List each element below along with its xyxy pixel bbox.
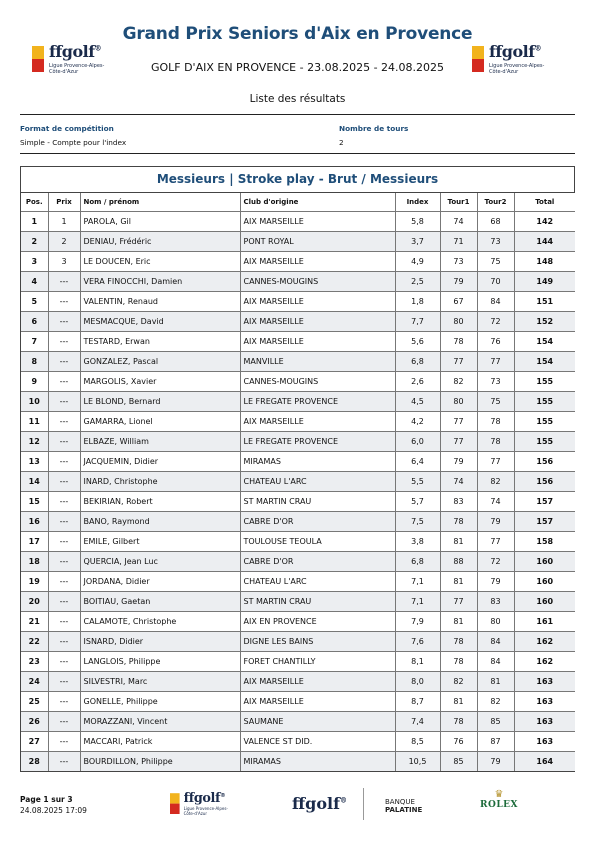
cell-index: 5,8 (395, 212, 440, 232)
cell-tour2: 75 (477, 252, 514, 272)
cell-pos: 11 (21, 412, 48, 432)
cell-club: AIX MARSEILLE (240, 292, 395, 312)
cell-prix: --- (48, 532, 80, 552)
cell-index: 7,6 (395, 632, 440, 652)
rolex-logo (479, 790, 519, 810)
cell-tour1: 83 (440, 492, 477, 512)
cell-club: CANNES-MOUGINS (240, 272, 395, 292)
col-header-pos: Pos. (21, 193, 48, 212)
cell-prix: --- (48, 692, 80, 712)
cell-name: CALAMOTE, Christophe (80, 612, 240, 632)
cell-pos: 27 (21, 732, 48, 752)
divider (20, 153, 575, 154)
cell-tour1: 77 (440, 412, 477, 432)
cell-pos: 15 (21, 492, 48, 512)
footer-separator (363, 788, 364, 820)
cell-prix: --- (48, 472, 80, 492)
cell-total: 162 (514, 652, 575, 672)
cell-tour1: 78 (440, 332, 477, 352)
cell-club: AIX EN PROVENCE (240, 612, 395, 632)
cell-prix: 1 (48, 212, 80, 232)
cell-club: AIX MARSEILLE (240, 672, 395, 692)
cell-name: MESMACQUE, David (80, 312, 240, 332)
cell-tour1: 71 (440, 232, 477, 252)
table-row (21, 592, 575, 612)
cell-name: QUERCIA, Jean Luc (80, 552, 240, 572)
cell-tour2: 70 (477, 272, 514, 292)
cell-tour1: 74 (440, 212, 477, 232)
cell-tour2: 68 (477, 212, 514, 232)
table-row (21, 372, 575, 392)
cell-pos: 16 (21, 512, 48, 532)
cell-club: CABRE D'OR (240, 512, 395, 532)
table-row (21, 672, 575, 692)
cell-pos: 9 (21, 372, 48, 392)
cell-prix: --- (48, 412, 80, 432)
cell-pos: 5 (21, 292, 48, 312)
cell-index: 8,7 (395, 692, 440, 712)
col-header-total: Total (514, 193, 575, 212)
logo-wordmark: ffgolf® (49, 42, 102, 61)
cell-club: TOULOUSE TEOULA (240, 532, 395, 552)
cell-prix: --- (48, 592, 80, 612)
cell-club: AIX MARSEILLE (240, 312, 395, 332)
table-row (21, 212, 575, 232)
cell-tour2: 78 (477, 432, 514, 452)
cell-club: AIX MARSEILLE (240, 252, 395, 272)
cell-pos: 6 (21, 312, 48, 332)
cell-name: LE BLOND, Bernard (80, 392, 240, 412)
cell-tour1: 73 (440, 252, 477, 272)
cell-prix: --- (48, 332, 80, 352)
list-title: Liste des résultats (249, 93, 346, 105)
table-heading: Messieurs | Stroke play - Brut / Messieurs (21, 167, 574, 193)
cell-tour1: 74 (440, 472, 477, 492)
cell-name: ELBAZE, William (80, 432, 240, 452)
results-table (20, 166, 575, 772)
cell-index: 6,4 (395, 452, 440, 472)
cell-index: 8,5 (395, 732, 440, 752)
table-row (21, 552, 575, 572)
cell-prix: --- (48, 452, 80, 472)
cell-total: 154 (514, 332, 575, 352)
cell-prix: --- (48, 372, 80, 392)
logo-wordmark: ffgolf® (183, 790, 226, 806)
cell-club: VALENCE ST DID. (240, 732, 395, 752)
cell-index: 6,8 (395, 352, 440, 372)
cell-index: 2,6 (395, 372, 440, 392)
crown-icon: ♛ (494, 789, 504, 800)
cell-total: 162 (514, 632, 575, 652)
cell-prix: --- (48, 572, 80, 592)
cell-tour2: 84 (477, 652, 514, 672)
cell-index: 2,5 (395, 272, 440, 292)
table-row (21, 572, 575, 592)
cell-name: ISNARD, Didier (80, 632, 240, 652)
cell-club: CABRE D'OR (240, 552, 395, 572)
cell-tour1: 80 (440, 392, 477, 412)
divider (20, 114, 575, 115)
bank-name-line2: PALATINE (385, 806, 423, 814)
cell-name: GONZALEZ, Pascal (80, 352, 240, 372)
cell-total: 155 (514, 432, 575, 452)
cell-name: SILVESTRI, Marc (80, 672, 240, 692)
cell-pos: 13 (21, 452, 48, 472)
cell-index: 7,7 (395, 312, 440, 332)
cell-club: AIX MARSEILLE (240, 692, 395, 712)
cell-pos: 20 (21, 592, 48, 612)
cell-total: 157 (514, 492, 575, 512)
cell-club: PONT ROYAL (240, 232, 395, 252)
cell-name: GONELLE, Philippe (80, 692, 240, 712)
cell-tour1: 80 (440, 312, 477, 332)
cell-index: 5,6 (395, 332, 440, 352)
cell-total: 155 (514, 392, 575, 412)
cell-tour1: 78 (440, 512, 477, 532)
table-row (21, 492, 575, 512)
rounds-value: 2 (339, 138, 344, 147)
cell-prix: --- (48, 552, 80, 572)
cell-index: 7,1 (395, 592, 440, 612)
table-row (21, 332, 575, 352)
cell-tour2: 75 (477, 392, 514, 412)
cell-club: AIX MARSEILLE (240, 412, 395, 432)
page-title: Grand Prix Seniors d'Aix en Provence (122, 24, 473, 44)
cell-total: 149 (514, 272, 575, 292)
cell-index: 10,5 (395, 752, 440, 772)
bank-name-line1: BANQUE (385, 798, 415, 806)
cell-tour2: 72 (477, 552, 514, 572)
cell-tour2: 72 (477, 312, 514, 332)
cell-tour2: 76 (477, 332, 514, 352)
flag-icon (170, 793, 180, 814)
cell-tour1: 78 (440, 712, 477, 732)
cell-tour1: 77 (440, 352, 477, 372)
cell-name: JACQUEMIN, Didier (80, 452, 240, 472)
cell-pos: 10 (21, 392, 48, 412)
cell-tour1: 82 (440, 672, 477, 692)
cell-tour1: 77 (440, 592, 477, 612)
cell-index: 7,9 (395, 612, 440, 632)
cell-tour2: 79 (477, 572, 514, 592)
cell-index: 8,0 (395, 672, 440, 692)
cell-prix: --- (48, 672, 80, 692)
cell-pos: 2 (21, 232, 48, 252)
cell-pos: 23 (21, 652, 48, 672)
cell-name: INARD, Christophe (80, 472, 240, 492)
cell-total: 160 (514, 592, 575, 612)
cell-index: 7,4 (395, 712, 440, 732)
event-subtitle: GOLF D'AIX EN PROVENCE - 23.08.2025 - 24.08.2025 (150, 61, 445, 74)
cell-index: 6,8 (395, 552, 440, 572)
table-row (21, 532, 575, 552)
cell-tour2: 77 (477, 532, 514, 552)
cell-tour1: 79 (440, 272, 477, 292)
cell-tour1: 88 (440, 552, 477, 572)
cell-prix: --- (48, 712, 80, 732)
table-row (21, 312, 575, 332)
cell-total: 158 (514, 532, 575, 552)
cell-pos: 19 (21, 572, 48, 592)
cell-total: 163 (514, 692, 575, 712)
cell-total: 144 (514, 232, 575, 252)
cell-name: MACCARI, Patrick (80, 732, 240, 752)
cell-tour2: 78 (477, 412, 514, 432)
cell-tour1: 85 (440, 752, 477, 772)
cell-tour1: 79 (440, 452, 477, 472)
cell-tour1: 81 (440, 612, 477, 632)
cell-tour1: 77 (440, 432, 477, 452)
cell-name: MARGOLIS, Xavier (80, 372, 240, 392)
cell-tour2: 74 (477, 492, 514, 512)
cell-club: CHATEAU L'ARC (240, 572, 395, 592)
cell-total: 156 (514, 452, 575, 472)
table-row (21, 732, 575, 752)
cell-tour2: 81 (477, 672, 514, 692)
banque-palatine-logo (385, 798, 422, 814)
cell-tour1: 82 (440, 372, 477, 392)
cell-index: 5,5 (395, 472, 440, 492)
cell-club: SAUMANE (240, 712, 395, 732)
cell-prix: 3 (48, 252, 80, 272)
cell-total: 161 (514, 612, 575, 632)
cell-tour2: 84 (477, 292, 514, 312)
cell-club: CANNES-MOUGINS (240, 372, 395, 392)
cell-pos: 12 (21, 432, 48, 452)
cell-total: 164 (514, 752, 575, 772)
cell-pos: 25 (21, 692, 48, 712)
cell-club: MIRAMAS (240, 452, 395, 472)
cell-club: FORET CHANTILLY (240, 652, 395, 672)
cell-tour1: 78 (440, 652, 477, 672)
table-row (21, 292, 575, 312)
cell-total: 163 (514, 712, 575, 732)
cell-total: 155 (514, 372, 575, 392)
cell-index: 4,5 (395, 392, 440, 412)
table-row (21, 432, 575, 452)
cell-prix: --- (48, 612, 80, 632)
cell-prix: --- (48, 312, 80, 332)
cell-tour2: 87 (477, 732, 514, 752)
print-date: 24.08.2025 17:09 (20, 806, 87, 815)
cell-name: VERA FINOCCHI, Damien (80, 272, 240, 292)
cell-pos: 7 (21, 332, 48, 352)
cell-club: LE FREGATE PROVENCE (240, 392, 395, 412)
cell-club: MANVILLE (240, 352, 395, 372)
col-header-tour2: Tour2 (477, 193, 514, 212)
cell-index: 4,9 (395, 252, 440, 272)
cell-tour2: 82 (477, 472, 514, 492)
cell-total: 155 (514, 412, 575, 432)
format-label: Format de compétition (20, 124, 114, 133)
cell-prix: --- (48, 432, 80, 452)
cell-total: 163 (514, 732, 575, 752)
cell-total: 160 (514, 572, 575, 592)
cell-pos: 14 (21, 472, 48, 492)
cell-name: EMILE, Gilbert (80, 532, 240, 552)
col-header-index: Index (395, 193, 440, 212)
cell-club: ST MARTIN CRAU (240, 592, 395, 612)
cell-index: 6,0 (395, 432, 440, 452)
cell-total: 163 (514, 672, 575, 692)
cell-tour2: 77 (477, 452, 514, 472)
rolex-wordmark: ROLEX (480, 800, 518, 810)
table-row (21, 452, 575, 472)
cell-tour2: 84 (477, 632, 514, 652)
cell-club: CHATEAU L'ARC (240, 472, 395, 492)
cell-name: BOURDILLON, Philippe (80, 752, 240, 772)
cell-pos: 8 (21, 352, 48, 372)
cell-pos: 18 (21, 552, 48, 572)
cell-pos: 26 (21, 712, 48, 732)
col-header-name: Nom / prénom (80, 193, 240, 212)
cell-club: AIX MARSEILLE (240, 212, 395, 232)
table-row (21, 352, 575, 372)
cell-club: DIGNE LES BAINS (240, 632, 395, 652)
footer-league-logo (170, 790, 242, 824)
cell-prix: --- (48, 492, 80, 512)
cell-index: 4,2 (395, 412, 440, 432)
cell-name: BOITIAU, Gaetan (80, 592, 240, 612)
cell-tour1: 81 (440, 692, 477, 712)
cell-total: 148 (514, 252, 575, 272)
cell-prix: --- (48, 272, 80, 292)
cell-prix: --- (48, 752, 80, 772)
col-header-tour1: Tour1 (440, 193, 477, 212)
cell-index: 3,7 (395, 232, 440, 252)
logo-wordmark: ffgolf® (489, 42, 542, 61)
table-row (21, 252, 575, 272)
table-row (21, 632, 575, 652)
cell-total: 154 (514, 352, 575, 372)
cell-index: 5,7 (395, 492, 440, 512)
cell-club: LE FREGATE PROVENCE (240, 432, 395, 452)
cell-prix: --- (48, 652, 80, 672)
cell-prix: --- (48, 632, 80, 652)
table-row (21, 232, 575, 252)
col-header-prix: Prix (48, 193, 80, 212)
table-row (21, 412, 575, 432)
page-number: Page 1 sur 3 (20, 795, 73, 804)
cell-pos: 1 (21, 212, 48, 232)
cell-tour2: 83 (477, 592, 514, 612)
cell-name: TESTARD, Erwan (80, 332, 240, 352)
cell-total: 157 (514, 512, 575, 532)
logo-caption: Ligue Provence-Alpes-Côte-d'Azur (49, 63, 105, 75)
table-row (21, 712, 575, 732)
cell-pos: 28 (21, 752, 48, 772)
cell-name: LE DOUCEN, Eric (80, 252, 240, 272)
cell-club: AIX MARSEILLE (240, 332, 395, 352)
cell-name: GAMARRA, Lionel (80, 412, 240, 432)
logo-caption: Ligue Provence-Alpes-Côte-d'Azur (489, 63, 545, 75)
cell-prix: --- (48, 352, 80, 372)
cell-total: 142 (514, 212, 575, 232)
cell-tour2: 82 (477, 692, 514, 712)
cell-total: 151 (514, 292, 575, 312)
cell-name: VALENTIN, Renaud (80, 292, 240, 312)
cell-tour2: 85 (477, 712, 514, 732)
table-row (21, 752, 575, 772)
table-row (21, 472, 575, 492)
logo-caption: Ligue Provence-Alpes-Côte-d'Azur (183, 806, 228, 817)
cell-pos: 21 (21, 612, 48, 632)
cell-tour2: 80 (477, 612, 514, 632)
cell-total: 160 (514, 552, 575, 572)
cell-name: DENIAU, Frédéric (80, 232, 240, 252)
table-row (21, 692, 575, 712)
table-row (21, 512, 575, 532)
cell-name: MORAZZANI, Vincent (80, 712, 240, 732)
cell-tour1: 81 (440, 572, 477, 592)
cell-total: 156 (514, 472, 575, 492)
cell-pos: 22 (21, 632, 48, 652)
cell-tour2: 79 (477, 752, 514, 772)
cell-index: 7,5 (395, 512, 440, 532)
cell-tour1: 81 (440, 532, 477, 552)
table-row (21, 612, 575, 632)
cell-name: JORDANA, Didier (80, 572, 240, 592)
col-header-club: Club d'origine (240, 193, 395, 212)
cell-prix: --- (48, 292, 80, 312)
cell-tour1: 76 (440, 732, 477, 752)
format-value: Simple - Compte pour l'index (20, 138, 127, 147)
cell-index: 7,1 (395, 572, 440, 592)
rounds-label: Nombre de tours (339, 124, 409, 133)
ffgolf-sponsor-logo: ffgolf® (292, 794, 347, 813)
cell-name: PAROLA, Gil (80, 212, 240, 232)
table-row (21, 392, 575, 412)
cell-tour1: 78 (440, 632, 477, 652)
cell-pos: 4 (21, 272, 48, 292)
cell-name: BANO, Raymond (80, 512, 240, 532)
table-row (21, 652, 575, 672)
cell-total: 152 (514, 312, 575, 332)
cell-tour2: 73 (477, 232, 514, 252)
cell-club: ST MARTIN CRAU (240, 492, 395, 512)
cell-index: 1,8 (395, 292, 440, 312)
cell-index: 3,8 (395, 532, 440, 552)
table-header-row (21, 193, 575, 212)
cell-pos: 17 (21, 532, 48, 552)
cell-club: MIRAMAS (240, 752, 395, 772)
cell-pos: 24 (21, 672, 48, 692)
cell-prix: --- (48, 392, 80, 412)
cell-prix: --- (48, 732, 80, 752)
cell-prix: --- (48, 512, 80, 532)
cell-name: LANGLOIS, Philippe (80, 652, 240, 672)
cell-name: BEKIRIAN, Robert (80, 492, 240, 512)
cell-tour2: 77 (477, 352, 514, 372)
cell-prix: 2 (48, 232, 80, 252)
cell-pos: 3 (21, 252, 48, 272)
cell-index: 8,1 (395, 652, 440, 672)
cell-tour1: 67 (440, 292, 477, 312)
cell-tour2: 79 (477, 512, 514, 532)
cell-tour2: 73 (477, 372, 514, 392)
table-row (21, 272, 575, 292)
